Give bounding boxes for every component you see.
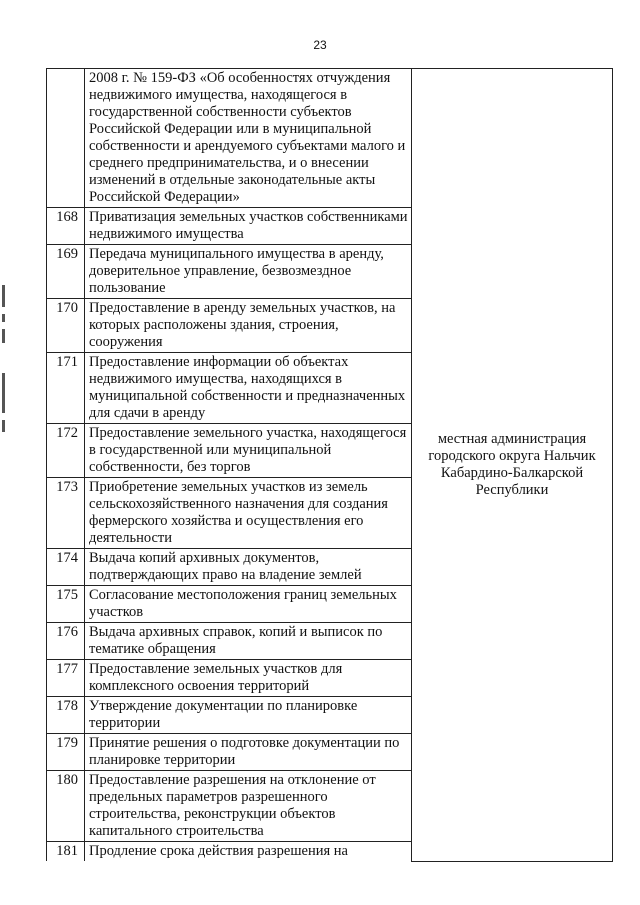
row-number: 179 xyxy=(47,734,85,771)
row-number: 180 xyxy=(47,771,85,842)
responsible-authority: местная администрация городского округа Нальчик Кабардино-Балкарской Республики xyxy=(412,69,613,862)
row-number: 181 xyxy=(47,842,85,862)
row-number: 175 xyxy=(47,586,85,623)
row-number: 177 xyxy=(47,660,85,697)
row-number: 172 xyxy=(47,424,85,478)
service-name: Приобретение земельных участков из земель сельскохозяйственного назначения для создания фермерского хозяйства и осуществления его деятельности xyxy=(85,478,412,549)
service-name: Приватизация земельных участков собственниками недвижимого имущества xyxy=(85,208,412,245)
table-row xyxy=(47,69,613,208)
row-number xyxy=(47,69,85,208)
service-name: Предоставление земельных участков для комплексного освоения территорий xyxy=(85,660,412,697)
row-number: 173 xyxy=(47,478,85,549)
service-name: Предоставление разрешения на отклонение от предельных параметров разрешенного строительства, реконструкции объектов капитального строительства xyxy=(85,771,412,842)
margin-scan-marks xyxy=(0,285,8,439)
service-name: Выдача архивных справок, копий и выписок по тематике обращения xyxy=(85,623,412,660)
services-table xyxy=(46,68,613,862)
row-number: 174 xyxy=(47,549,85,586)
service-name: Утверждение документации по планировке территории xyxy=(85,697,412,734)
row-number: 178 xyxy=(47,697,85,734)
service-name: Продление срока действия разрешения на xyxy=(85,842,412,862)
service-name: Предоставление земельного участка, находящегося в государственной или муниципальной собственности, без торгов xyxy=(85,424,412,478)
service-name: 2008 г. № 159-ФЗ «Об особенностях отчуждения недвижимого имущества, находящегося в государственной собственности субъектов Российской Федерации или в муниципальной собственности и арендуемого субъектами малого и среднего предпринимательства, и о внесении изменений в отдельные законодательные акты Российской Федерации» xyxy=(85,69,412,208)
row-number: 169 xyxy=(47,245,85,299)
row-number: 170 xyxy=(47,299,85,353)
service-name: Выдача копий архивных документов, подтверждающих право на владение землей xyxy=(85,549,412,586)
service-name: Предоставление в аренду земельных участков, на которых расположены здания, строения, сооружения xyxy=(85,299,412,353)
row-number: 176 xyxy=(47,623,85,660)
page-number: 23 xyxy=(313,38,327,52)
service-name: Принятие решения о подготовке документации по планировке территории xyxy=(85,734,412,771)
row-number: 168 xyxy=(47,208,85,245)
service-name: Передача муниципального имущества в аренду, доверительное управление, безвозмездное пользование xyxy=(85,245,412,299)
service-name: Согласование местоположения границ земельных участков xyxy=(85,586,412,623)
service-name: Предоставление информации об объектах недвижимого имущества, находящихся в муниципальной собственности и предназначенных для сдачи в аренду xyxy=(85,353,412,424)
row-number: 171 xyxy=(47,353,85,424)
